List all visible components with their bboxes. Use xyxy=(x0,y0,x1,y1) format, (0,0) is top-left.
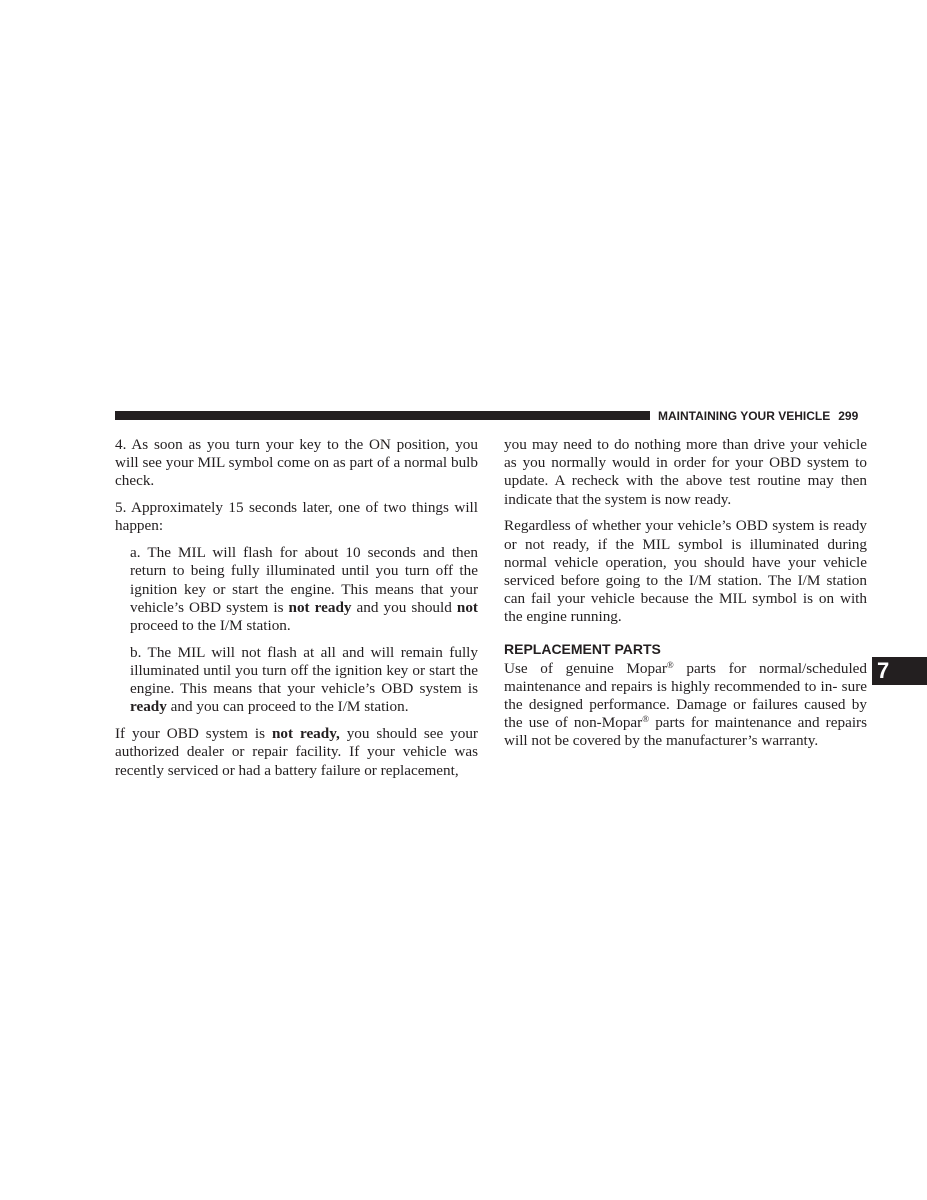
substep-a-text-2: and you should xyxy=(351,598,457,616)
substep-a-paragraph xyxy=(115,544,478,635)
running-header xyxy=(658,408,870,424)
replacement-parts-paragraph xyxy=(504,660,867,751)
step-5-paragraph: 5. Approximately 15 seconds later, one of two things will happen: xyxy=(115,499,478,535)
not-ready-comma-emphasis: not ready, xyxy=(271,725,340,743)
not-ready-emphasis: not ready xyxy=(288,598,352,616)
not-emphasis: not xyxy=(456,598,478,616)
section-title: MAINTAINING YOUR VEHICLE xyxy=(658,409,831,423)
not-ready-paragraph xyxy=(115,725,478,780)
ready-emphasis: ready xyxy=(130,698,167,716)
chapter-tab xyxy=(872,657,927,685)
not-ready-text-1: If your OBD system is xyxy=(115,725,272,743)
page-number: 299 xyxy=(838,409,859,423)
substep-b-paragraph xyxy=(115,644,478,717)
replacement-text-1: Use of genuine Mopar xyxy=(504,659,667,677)
substep-b-text-1: b. The MIL will not flash at all and will remain fully illuminated until you turn off the ignition key or start the engine. This means that your vehicle’s OBD system is xyxy=(130,643,478,698)
left-column xyxy=(115,436,478,788)
replacement-parts-heading: REPLACEMENT PARTS xyxy=(504,640,661,657)
not-ready-text-2: you should see your authorized dealer or repair facility. If your vehicle was recently serviced or had a battery failure or replacement, xyxy=(115,725,478,779)
chapter-number: 7 xyxy=(877,658,890,683)
header-rule xyxy=(115,411,650,420)
substep-a-text-1: a. The MIL will flash for about 10 seconds and then return to being fully illuminated until you turn off the ignition key or start the engine. This means that your vehicle’s OBD system is xyxy=(130,544,478,616)
mil-illuminated-paragraph: Regardless of whether your vehicle’s OBD system is ready or not ready, if the MIL symbol is illuminated during normal vehicle operation, you should have your vehicle serviced before going to the I/M station. The I/M station can fail your vehicle because the MIL symbol is on with the engine running. xyxy=(504,517,867,626)
step-4-paragraph: 4. As soon as you turn your key to the ON position, you will see your MIL symbol come on as part of a normal bulb check. xyxy=(115,436,478,490)
replacement-text-3: parts for maintenance and repairs will not be covered by the manufacturer’s warranty. xyxy=(504,714,868,750)
right-column xyxy=(504,436,867,759)
substep-a-text-3: proceed to the I/M station. xyxy=(130,617,291,635)
drive-vehicle-paragraph: you may need to do nothing more than drive your vehicle as you normally would in order for your OBD system to update. A recheck with the above test routine may then indicate that the system is now ready. xyxy=(504,436,867,508)
replacement-text-2: parts for normal/scheduled maintenance and repairs is highly recommended to in- sure the designed performance. Damage or failures caused by the use of non-Mopar xyxy=(504,659,868,732)
substep-b-text-2: and you can proceed to the I/M station. xyxy=(166,698,409,716)
registered-mark: ® xyxy=(642,714,650,725)
registered-mark: ® xyxy=(666,659,674,670)
